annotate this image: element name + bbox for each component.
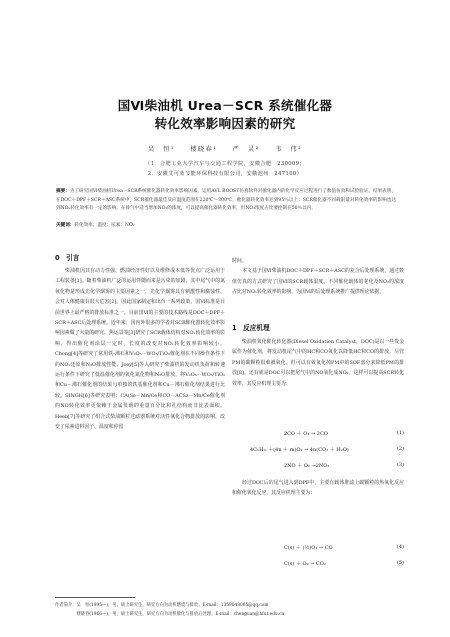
keywords-text: 转化效率；温度；尿素；NO₂ <box>74 223 135 228</box>
equation-4-formula: C(s) ＋ (½)O₂ → CO <box>284 545 333 551</box>
equation-2-formula: 4CₙHₘ ＋(4n ＋ m)O₂ → 4n(CO₂ ＋ H₂O) <box>250 447 349 453</box>
abstract <box>56 188 396 214</box>
right-column-dpf <box>232 478 404 499</box>
author-list: 吴 恒¹ 楼晓春¹ 严 灵² 韦 伟² <box>147 146 303 153</box>
affiliation-2: 2．安徽艾可蓝节能环保科技有限公司，安徽池州 247100） <box>147 171 303 177</box>
section-heading-mechanism: 1 反应机理 <box>232 324 270 332</box>
abstract-label: 摘要： <box>56 189 70 194</box>
abstract-text: 为了研究国Ⅵ柴油机Urea－SCR系统催化器转化效率影响因素，运用AVL BOOST仿真软件对催化器内的化学反应过程进行了数值仿真和试验验证。结果表明，在DOC＋DPF＋SCR＋ASC系统中，SCR催化器最佳反应温度范围在220℃～300℃，催化器转化效率达到95％以上；SCR催化器不同载银量对转化效率的影响也达到NOₓ转化效率有一定的影响。在排气中适当增加NO₂的浓度，可以提高催化器转化效率，但NO₂浓度占比要控制在50％以内。 <box>56 189 396 212</box>
paper-title-line1: 国Ⅵ柴油机 Urea－SCR 系统催化器 <box>117 98 333 113</box>
keywords-label: 关键词： <box>56 223 75 228</box>
equation-3-number: (3) <box>396 462 404 468</box>
affiliation-1: （1．合肥工业大学汽车与交通工程学院，安徽合肥 230009； <box>144 161 305 167</box>
paper-title-line2: 转化效率影响因素的研究 <box>154 116 296 131</box>
footnote-author-2: 楼晓春(1966—)，男，硕士研究生，研究方向为动机催化与排放后处理。E-mail：chenguan@hfut.edu.cn <box>55 612 285 617</box>
equation-4-number: (4) <box>396 544 404 550</box>
dpf-paragraph: 经过DOC后的尾气进入到DPF中，主要有载体堆滤上碳颗粒的热氧化反应和催化氧化反应，其反应机理主要为： <box>232 480 404 497</box>
section-heading-introduction: 0 引言 <box>55 254 80 262</box>
equation-1-number: (1) <box>396 430 404 436</box>
right-column-mechanism <box>232 337 404 389</box>
equation-3-formula: 2NO ＋ O₂ →2NO₂ <box>284 463 330 469</box>
equation-5-number: (5) <box>396 560 404 566</box>
footnote-author-1: 作者简介：吴 恒(1995—)，男，硕士研究生，研究方向为动机燃烧与排放。E-mail：1359048065@qq.com <box>55 603 269 608</box>
doc-paragraph: 柴油机氧化催化转化器(Diesel Oxidation Catalyst，DOC)是以一些贵金属作为催化剂，将发动机尾气中的HC和CO氧化以降低HC和CO的排放。尽管PM的碳颗粒很难被氧化，但可以有效氧化掉PM中的SOF部分来降低PM的排放[8]。还有就是DOC可以把尾气中的NO氧化成NO₂，这样可以提高SCR转化效率，其反应机理主要为： <box>232 339 404 387</box>
continued-text: 时间。 <box>232 258 247 264</box>
keywords <box>56 222 396 228</box>
study-summary-paragraph: 本文基于国Ⅵ柴油机DOC＋DPF＋SCR＋ASC的复合后处理系统，通过数值仿真的方式研究了国Ⅵ的SCR载体温度、不同催化载体的老化及NO₂的浓度占比对NOₓ转化效率的影响，为国Ⅵ的后处理系统推广提供理论依据。 <box>232 268 404 296</box>
equation-2-number: (2) <box>396 446 404 452</box>
right-column-top <box>232 256 404 298</box>
intro-paragraph: 柴油机因其有动力性强、燃油经济性好以及维修成本低等优点广泛运用于工程装备[1]。随着柴油机广泛的运用伴随而来是污染的加剧，其中尾气中的氮氧化物是形成光化学烟雾的主要因素之一，光化学烟雾具有刺激性和腐蚀性，会对人体健康有很大危害[2]。因此国家制定和出台一系列政策，国Ⅵ标准是目前世界上最严格的排放标准之一。目前国Ⅵ的主要的技术路线是DOC＋DPF＋SCR＋ASC后处理系统。近年来，国内外很多的学者对SCR催化器转化效率影响因素做了大量的研究。焦运景等[3]研究了SCR载体结构对NOₓ转化效率的影响，得出催化剂涂层一定时，长度的改变对NOₓ转化效率影响较小。Chong[4]等研究了常用铁-沸石和V₂O₅－WO₃/TiO₂催化剂在不同操作条件下的NOₓ还原和N₂O排放性能。Joey[5]等人研究了柴油机的发动机负荷和转速运行条件下研究了低温催化剂的氧化氮化物和N₂O排放。将V₂O₅－WO₃/TiO₂和Cu－沸石催化剂的结果与单独的铁基催化剂和Cu－沸石催化剂结果进行比较。SINGH[6]等研究表明：CA(Se－Mn/Ce和CO－ACSz－Mn/Ce催化剂的NO转化效率更依赖于金属负载的重量百分比和孔结构而非比表面积。Heeb[7]等研究了组合式柴油颗粒过滤器系统对活性氧化合物排放的影响，改变了尿素进料因子、温度和停留 <box>55 268 225 431</box>
left-column <box>55 266 225 433</box>
footnote-divider <box>55 597 135 598</box>
equation-1-formula: 2CO ＋ O₂ → 2CO <box>284 431 328 437</box>
equation-5-formula: C(s) ＋ O₂ → CO₂ <box>284 561 326 567</box>
